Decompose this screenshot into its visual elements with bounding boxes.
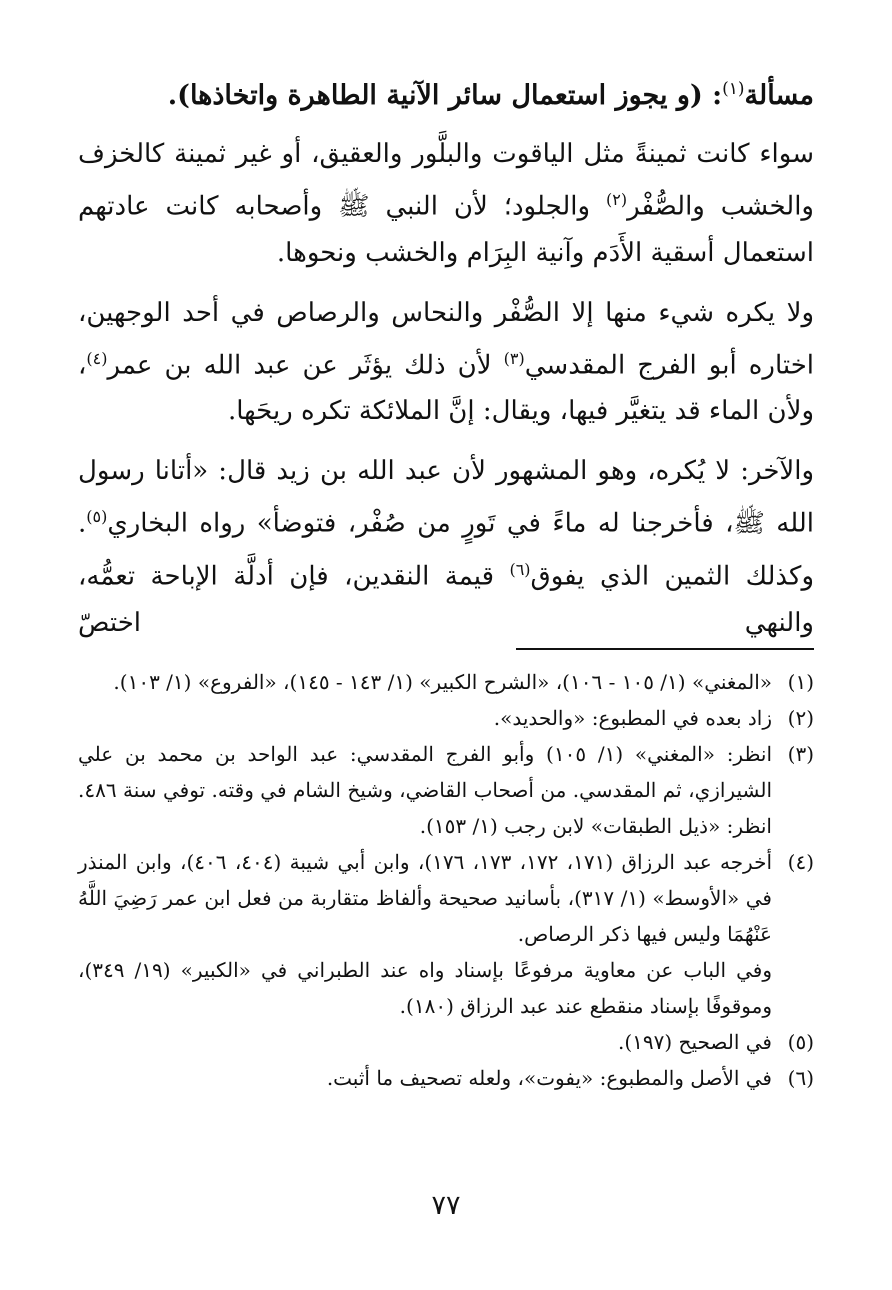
footnote-4: [78, 844, 814, 952]
paragraph-2-text-c: ، ولأن الماء قد يتغيَّر فيها، ويقال: إنَّ الملائكة تكره ريحَها.: [78, 350, 814, 427]
footnote-6: [78, 1060, 814, 1096]
paragraph-1-text-a: سواء كانت ثمينةً مثل الياقوت والبلَّور والعقيق، أو غير ثمينة كالخزف والخشب والصُّفْر: [78, 139, 814, 222]
paragraph-3-text-c: قيمة النقدين، فإن أدلَّة الإباحة تعمُّه، والنهي اختصّ: [78, 561, 814, 638]
footnote-3: [78, 736, 814, 844]
footnote-ref-4[interactable]: (٤): [86, 348, 108, 368]
page-number: ٧٧: [431, 1190, 461, 1221]
paragraph-2-text-a: ولا يكره شيء منها إلا الصُّفْر والنحاس والرصاص في أحد الوجهين، اختاره أبو الفرج المقدسي: [78, 297, 815, 381]
footnote-number: (٥): [787, 1030, 814, 1054]
footnote-text: في الصحيح (١٩٧).: [617, 1030, 772, 1054]
paragraph-2: [78, 290, 814, 435]
footnote-number: (٤): [787, 850, 814, 874]
footnote-separator: [516, 648, 814, 650]
footnote-text: انظر: «المغني» (١/ ١٠٥) وأبو الفرج المقدسي: عبد الواحد بن محمد بن علي الشيرازي، ثم المقدسي. من أصحاب القاضي، وشيخ الشام في وقته. توفي سنة ٤٨٦. انظر: «ذيل الطبقات» لابن رجب (١/ ١٥٣).: [78, 742, 772, 838]
footnote-2: [78, 700, 814, 736]
footnote-ref-2[interactable]: (٢): [606, 190, 628, 209]
paragraph-3-text-b: . وكذلك الثمين الذي يفوق: [78, 508, 814, 592]
footnote-number: (١): [787, 670, 814, 694]
footnote-number: (٢): [787, 706, 814, 730]
footnote-ref-6[interactable]: (٦): [509, 559, 531, 579]
footnote-ref-5[interactable]: (٥): [86, 507, 108, 527]
footnote-text: «المغني» (١/ ١٠٥ - ١٠٦)، «الشرح الكبير» (١/ ١٤٣ - ١٤٥)، «الفروع» (١/ ١٠٣).: [113, 670, 772, 694]
heading-label: مسألة: [744, 80, 814, 111]
footnote-1: [78, 664, 814, 700]
heading-text: : (و يجوز استعمال سائر الآنية الطاهرة واتخاذها).: [167, 80, 723, 111]
footnote-number: (٣): [787, 742, 814, 766]
footnote-text: في الأصل والمطبوع: «يفوت»، ولعله تصحيف ما أثبت.: [326, 1066, 772, 1090]
paragraph-2-text-b: لأن ذلك يؤثَر عن عبد الله بن عمر: [107, 350, 504, 381]
footnote-text: زاد بعده في المطبوع: «والحديد».: [493, 706, 772, 730]
footnote-4-continuation: وفي الباب عن معاوية مرفوعًا بإسناد واه عند الطبراني في «الكبير» (١٩/ ٣٤٩)، وموقوفًا بإسناد منقطع عند عبد الرزاق (١٨٠).: [78, 958, 772, 1018]
footnote-number: (٦): [787, 1066, 814, 1090]
footnote-ref-1[interactable]: (١): [722, 79, 745, 99]
paragraph-3: [78, 448, 814, 645]
paragraph-1: [78, 131, 814, 276]
footnotes: [78, 664, 814, 1096]
footnote-5: [78, 1024, 814, 1060]
footnote-text: أخرجه عبد الرزاق (١٧١، ١٧٢، ١٧٣، ١٧٦)، وابن أبي شيبة (٤٠٤، ٤٠٦)، وابن المنذر في «الأوسط» (١/ ٣١٧)، بأسانيد صحيحة وألفاظ متقاربة من فعل ابن عمر رَضِيَ اللَّهُ عَنْهُمَا وليس فيها ذكر الرصاص.: [78, 850, 773, 946]
issue-heading: [78, 66, 814, 119]
paragraph-3-text-a: والآخر: لا يُكره، وهو المشهور لأن عبد الله بن زيد قال: «أتانا رسول الله ﷺ، فأخرجنا له ماءً في تَورٍ من صُفْر، فتوضأ» رواه البخاري: [78, 456, 814, 539]
paragraph-1-text-b: والجلود؛ لأن النبي ﷺ وأصحابه كانت عادتهم استعمال أسقية الأَدَم وآنية البِرَام والخشب ونحوها.: [78, 191, 814, 268]
main-text: [78, 66, 814, 660]
footnote-ref-3[interactable]: (٣): [503, 348, 525, 368]
